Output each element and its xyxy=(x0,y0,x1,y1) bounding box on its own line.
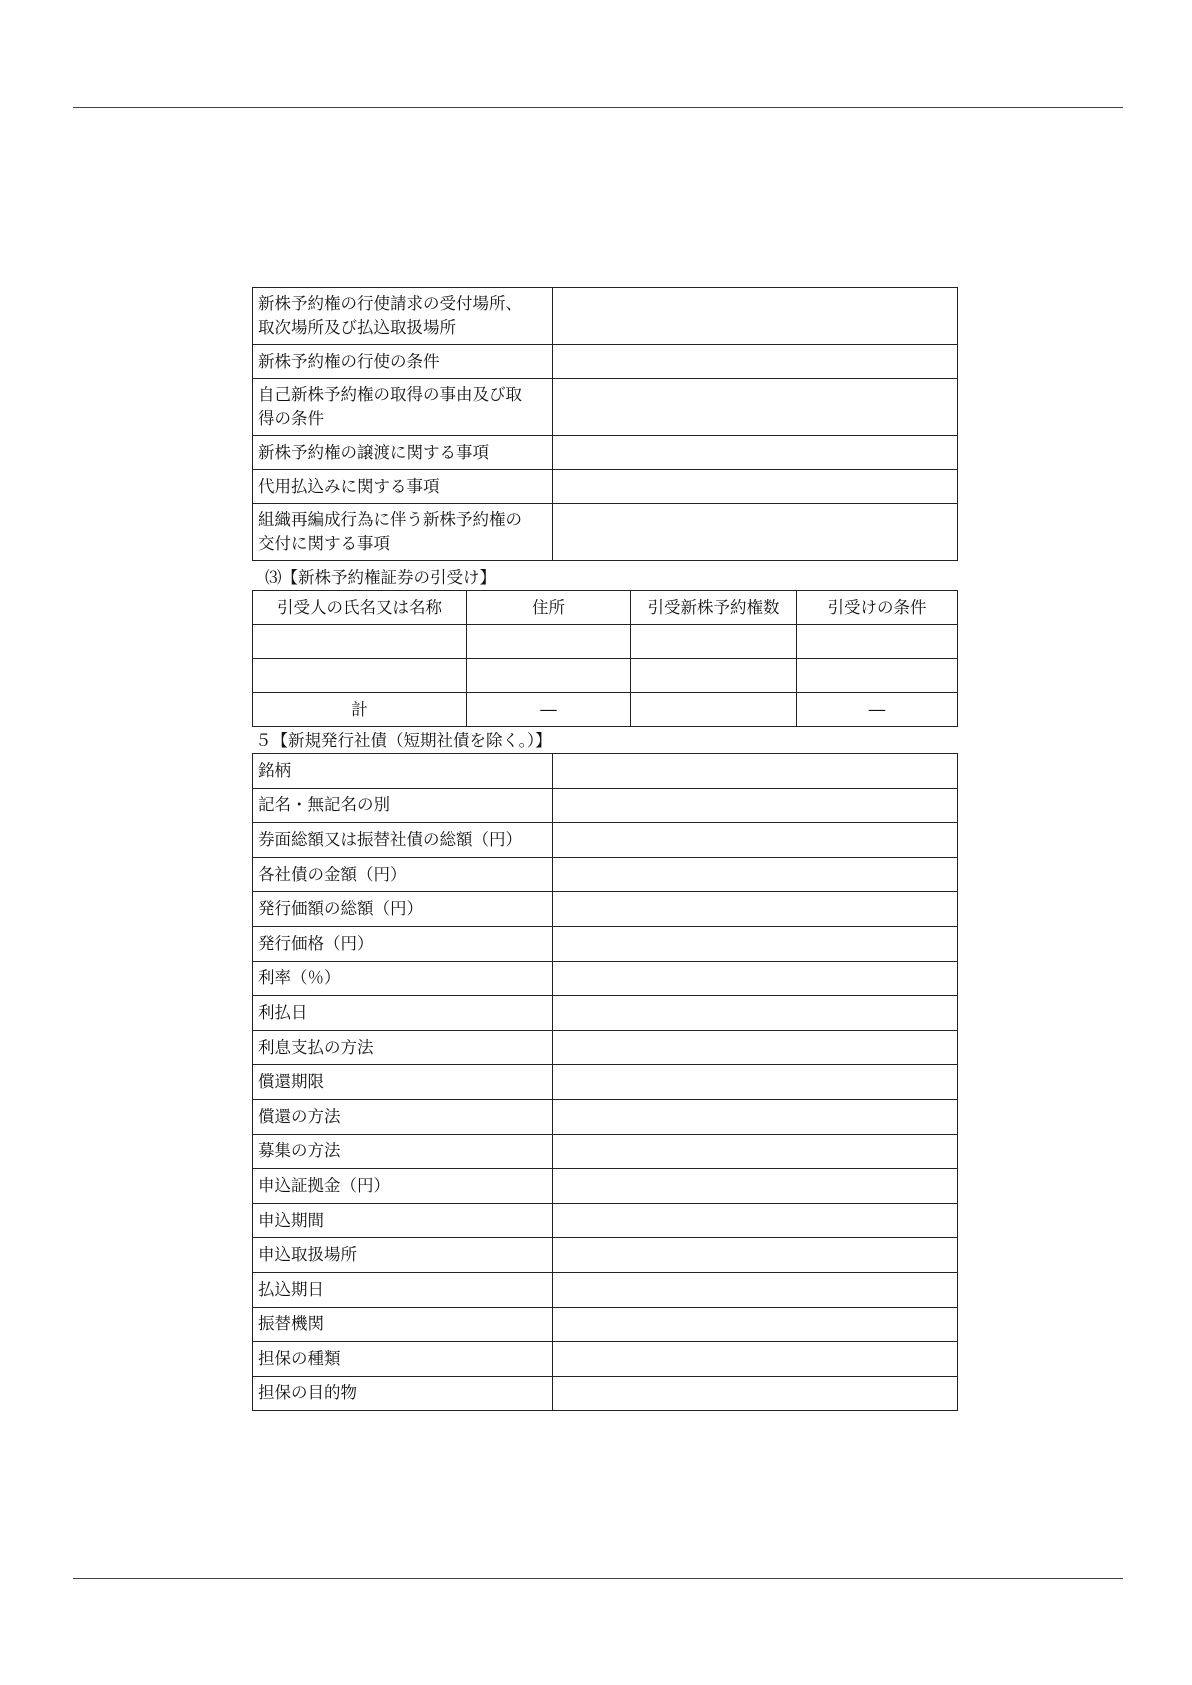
row-label: 申込期間 xyxy=(253,1203,553,1238)
row-value xyxy=(553,1307,958,1342)
table-row xyxy=(253,1307,958,1342)
row-value xyxy=(553,1238,958,1273)
row-value xyxy=(553,1203,958,1238)
table-row xyxy=(253,892,958,927)
table-row xyxy=(253,1099,958,1134)
bonds-heading: ５【新規発行社債（短期社債を除く。）】 xyxy=(255,731,552,750)
row-label: 担保の種類 xyxy=(253,1342,553,1377)
row-value xyxy=(553,379,958,436)
table-row xyxy=(253,754,958,789)
row-value xyxy=(553,823,958,858)
row-label: 利払日 xyxy=(253,996,553,1031)
table-cell xyxy=(253,625,467,659)
row-value xyxy=(553,504,958,561)
row-label: 発行価額の総額（円） xyxy=(253,892,553,927)
table-row xyxy=(253,288,958,345)
table-row xyxy=(253,1376,958,1411)
column-header: 引受人の氏名又は名称 xyxy=(253,591,467,625)
footer-rule xyxy=(73,1578,1123,1579)
row-label: 新株予約権の行使の条件 xyxy=(253,345,553,379)
table-row xyxy=(253,436,958,470)
row-label: 償還の方法 xyxy=(253,1099,553,1134)
underwriting-table xyxy=(252,590,958,727)
table-cell xyxy=(631,625,797,659)
total-label: 計 xyxy=(253,693,467,727)
row-label: 新株予約権の譲渡に関する事項 xyxy=(253,436,553,470)
row-value xyxy=(553,926,958,961)
row-label: 利率（％） xyxy=(253,961,553,996)
row-value xyxy=(553,961,958,996)
table-row xyxy=(253,659,958,693)
table-row xyxy=(253,625,958,659)
bonds-table xyxy=(252,753,958,1411)
row-value xyxy=(553,788,958,823)
row-label: 振替機関 xyxy=(253,1307,553,1342)
row-label: 担保の目的物 xyxy=(253,1376,553,1411)
table-header-row xyxy=(253,591,958,625)
row-label: 組織再編成行為に伴う新株予約権の 交付に関する事項 xyxy=(253,504,553,561)
row-label: 新株予約権の行使請求の受付場所、 取次場所及び払込取扱場所 xyxy=(253,288,553,345)
stock-rights-conditions-table xyxy=(252,287,958,561)
underwriting-heading: ⑶【新株予約権証券の引受け】 xyxy=(265,568,496,587)
table-cell xyxy=(631,659,797,693)
table-row xyxy=(253,996,958,1031)
table-row xyxy=(253,926,958,961)
row-label: 銘柄 xyxy=(253,754,553,789)
table-row xyxy=(253,1238,958,1273)
row-label: 自己新株予約権の取得の事由及び取 得の条件 xyxy=(253,379,553,436)
row-label: 各社債の金額（円） xyxy=(253,857,553,892)
row-label: 代用払込みに関する事項 xyxy=(253,470,553,504)
table-row xyxy=(253,1203,958,1238)
table-row xyxy=(253,1169,958,1204)
row-value xyxy=(553,1030,958,1065)
row-value xyxy=(553,1169,958,1204)
total-cell: ― xyxy=(467,693,631,727)
column-header: 住所 xyxy=(467,591,631,625)
row-value xyxy=(553,288,958,345)
row-label: 記名・無記名の別 xyxy=(253,788,553,823)
row-value xyxy=(553,436,958,470)
row-label: 申込取扱場所 xyxy=(253,1238,553,1273)
row-value xyxy=(553,1342,958,1377)
table-row xyxy=(253,1030,958,1065)
table-row xyxy=(253,1272,958,1307)
table-row xyxy=(253,961,958,996)
table-cell xyxy=(797,659,958,693)
row-label: 償還期限 xyxy=(253,1065,553,1100)
total-cell xyxy=(631,693,797,727)
header-rule xyxy=(73,107,1123,108)
row-value xyxy=(553,996,958,1031)
row-value xyxy=(553,1272,958,1307)
row-value xyxy=(553,1376,958,1411)
total-row xyxy=(253,693,958,727)
table-cell xyxy=(467,625,631,659)
table-row xyxy=(253,1134,958,1169)
column-header: 引受けの条件 xyxy=(797,591,958,625)
table-row xyxy=(253,823,958,858)
row-label: 利息支払の方法 xyxy=(253,1030,553,1065)
row-value xyxy=(553,470,958,504)
table-cell xyxy=(797,625,958,659)
row-label: 募集の方法 xyxy=(253,1134,553,1169)
row-value xyxy=(553,1134,958,1169)
table-row xyxy=(253,345,958,379)
total-cell: ― xyxy=(797,693,958,727)
row-label: 申込証拠金（円） xyxy=(253,1169,553,1204)
table-row xyxy=(253,504,958,561)
table-cell xyxy=(253,659,467,693)
row-value xyxy=(553,345,958,379)
table-cell xyxy=(467,659,631,693)
table-row xyxy=(253,857,958,892)
row-value xyxy=(553,1065,958,1100)
table-row xyxy=(253,788,958,823)
row-value xyxy=(553,892,958,927)
row-label: 発行価格（円） xyxy=(253,926,553,961)
table-row xyxy=(253,379,958,436)
table-row xyxy=(253,1342,958,1377)
column-header: 引受新株予約権数 xyxy=(631,591,797,625)
row-label: 券面総額又は振替社債の総額（円） xyxy=(253,823,553,858)
table-row xyxy=(253,470,958,504)
row-value xyxy=(553,857,958,892)
row-label: 払込期日 xyxy=(253,1272,553,1307)
row-value xyxy=(553,754,958,789)
row-value xyxy=(553,1099,958,1134)
table-row xyxy=(253,1065,958,1100)
